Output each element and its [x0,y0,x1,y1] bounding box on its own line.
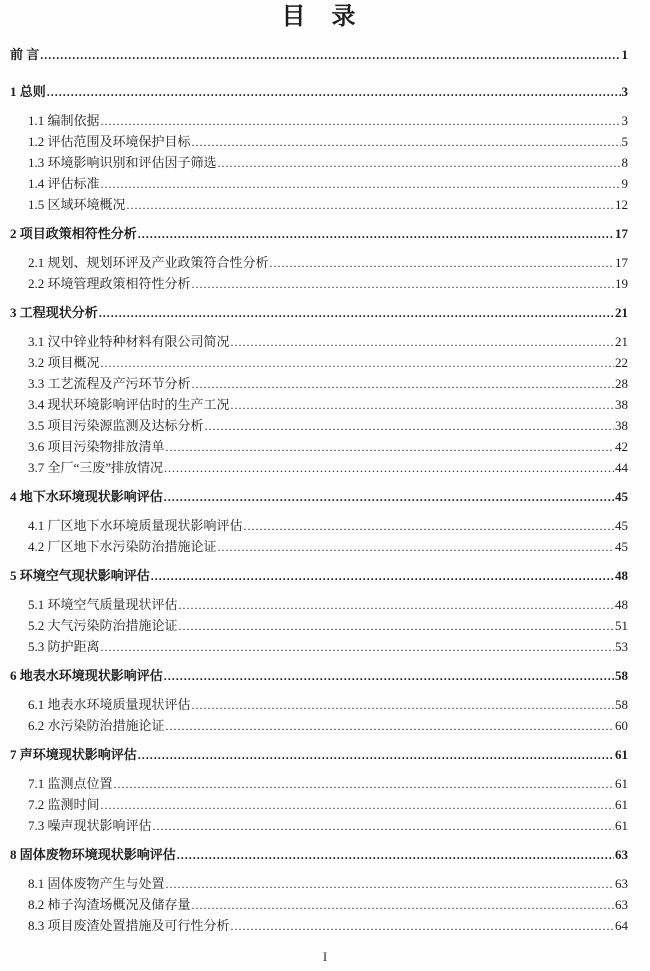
toc-entry [10,844,628,865]
toc-entry-page: 21 [615,305,628,320]
toc-entry [10,415,628,436]
toc-entry-label: 1.4 评估标准 [28,176,100,191]
toc-leader-dots [270,252,614,274]
toc-entry [10,131,628,152]
toc-leader-dots [192,694,614,716]
toc-entry [10,152,628,173]
toc-entry-page: 22 [615,355,628,370]
toc-entry-page: 3 [621,113,628,128]
toc-entry-label: 8 固体废物环境现状影响评估 [10,847,176,862]
toc-entry-label: 7.1 监测点位置 [28,776,113,791]
toc-entry [10,873,628,894]
toc-entry [10,110,628,131]
toc-entry [10,331,628,352]
toc-entry [10,273,628,294]
toc-leader-dots [138,744,614,766]
toc-entry [10,436,628,457]
toc-entry [10,252,628,273]
toc-entry [10,794,628,815]
toc-entry-label: 3.3 工艺流程及产污环节分析 [28,376,191,391]
toc-entry-label: 5.2 大气污染防治措施论证 [28,618,178,633]
toc-entry-page: 63 [615,847,628,862]
toc-leader-dots [218,536,614,558]
toc-entry [10,173,628,194]
toc-entry-label: 1 总则 [10,84,46,99]
toc-entry-label: 3.7 全厂“三废”排放情况 [28,460,164,475]
toc-entry [10,665,628,686]
toc-entry [10,915,628,936]
toc-leader-dots [218,152,621,174]
toc-entry-label: 5.3 防护距离 [28,639,100,654]
toc-leader-dots [164,486,614,508]
toc-entry-label: 3.1 汉中锌业特种材料有限公司简况 [28,334,230,349]
toc-leader-dots [164,457,614,479]
toc-entry-label: 8.2 柿子沟渣场概况及储存量 [28,897,191,912]
toc-entry-page: 60 [615,718,628,733]
toc-leader-dots [231,394,614,416]
toc-entry-page: 9 [621,176,628,191]
toc-entry-page: 61 [615,776,628,791]
toc-entry [10,715,628,736]
footer-page-number: I [322,949,328,964]
toc-entry-page: 61 [615,747,628,762]
toc-entry [10,565,628,586]
toc-entry-label: 1.1 编制依据 [28,113,100,128]
toc-leader-dots [164,665,614,687]
toc-entry-page: 64 [615,918,628,933]
toc-entry-label: 4.1 厂区地下水环境质量现状影响评估 [28,518,243,533]
toc-leader-dots [151,565,614,587]
toc-entry-page: 38 [615,397,628,412]
toc-leader-dots [231,331,614,353]
toc-entry [10,815,628,836]
toc-entry-label: 3 工程现状分析 [10,305,98,320]
toc-leader-dots [114,773,614,795]
toc-entry-label: 7 声环境现状影响评估 [10,747,137,762]
toc-entry-page: 12 [615,197,628,212]
toc-entry [10,394,628,415]
toc-entry-page: 17 [615,226,628,241]
toc-entry [10,636,628,657]
toc-leader-dots [244,515,614,537]
toc-entry-page: 28 [615,376,628,391]
toc-leader-dots [205,415,614,437]
toc-leader-dots [101,352,614,374]
toc-entry-page: 48 [615,597,628,612]
toc-entry [10,352,628,373]
toc-entry [10,536,628,557]
toc-leader-dots [179,615,614,637]
toc-entry-page: 3 [621,84,628,99]
toc-entry-page: 53 [615,639,628,654]
toc-entry-page: 44 [615,460,628,475]
toc-entry-page: 38 [615,418,628,433]
toc-leader-dots [153,815,614,837]
toc-entry-page: 1 [621,47,628,62]
toc-entry-label: 1.5 区域环境概况 [28,197,126,212]
toc-entry-page: 8 [621,155,628,170]
toc-entry-page: 58 [615,668,628,683]
toc-entry-page: 45 [615,539,628,554]
toc-entry-label: 3.5 项目污染源监测及达标分析 [28,418,204,433]
toc-entry-page: 21 [615,334,628,349]
toc-entry-label: 6.1 地表水环境质量现状评估 [28,697,191,712]
toc-leader-dots [192,373,614,395]
toc-entry-page: 48 [615,568,628,583]
toc-entry-label: 7.3 噪声现状影响评估 [28,818,152,833]
toc-entry [10,515,628,536]
toc-entry-label: 3.6 项目污染物排放清单 [28,439,165,454]
toc-leader-dots [177,844,614,866]
toc-entry-label: 前 言 [10,47,40,62]
toc-entry [10,615,628,636]
toc-entry-page: 61 [615,818,628,833]
toc-entry-label: 6.2 水污染防治措施论证 [28,718,165,733]
toc-leader-dots [101,110,621,132]
page-title: 目 录 [281,4,357,30]
toc-entry-page: 5 [621,134,628,149]
toc-leader-dots [127,194,614,216]
toc-entry [10,302,628,323]
toc-entry-label: 1.2 评估范围及环境保护目标 [28,134,191,149]
toc-entry [10,894,628,915]
toc-entry [10,81,628,102]
toc-entry-page: 19 [615,276,628,291]
toc-leader-dots [101,173,621,195]
toc-entry [10,773,628,794]
toc-entry-label: 6 地表水环境现状影响评估 [10,668,163,683]
toc-entry-label: 7.2 监测时间 [28,797,100,812]
toc-entry-page: 45 [615,489,628,504]
toc-entry-page: 42 [615,439,628,454]
toc-entry-page: 63 [615,876,628,891]
toc-leader-dots [47,81,621,103]
toc-leader-dots [40,44,620,66]
toc-entry-label: 5.1 环境空气质量现状评估 [28,597,178,612]
toc-entry [10,194,628,215]
toc-entry [10,744,628,765]
toc-entry-page: 63 [615,897,628,912]
toc-leader-dots [231,915,614,937]
toc-entry [10,486,628,507]
toc-entry-label: 3.4 现状环境影响评估时的生产工况 [28,397,230,412]
toc-list [10,36,628,936]
toc-leader-dots [179,594,614,616]
toc-leader-dots [166,873,614,895]
toc-entry-label: 3.2 项目概况 [28,355,100,370]
toc-entry [10,594,628,615]
toc-entry-label: 2.1 规划、规划环评及产业政策符合性分析 [28,255,269,270]
toc-entry-label: 4.2 厂区地下水污染防治措施论证 [28,539,217,554]
toc-entry-page: 61 [615,797,628,812]
toc-entry-label: 1.3 环境影响识别和评估因子筛选 [28,155,217,170]
toc-entry-page: 45 [615,518,628,533]
toc-entry [10,457,628,478]
toc-entry-page: 17 [615,255,628,270]
toc-leader-dots [192,131,621,153]
toc-leader-dots [101,794,614,816]
toc-entry-label: 2 项目政策相符性分析 [10,226,137,241]
toc-leader-dots [99,302,614,324]
toc-leader-dots [166,436,614,458]
toc-leader-dots [192,273,614,295]
toc-entry-label: 2.2 环境管理政策相符性分析 [28,276,191,291]
toc-entry [10,44,628,65]
toc-entry-label: 8.3 项目废渣处置措施及可行性分析 [28,918,230,933]
toc-leader-dots [101,636,614,658]
toc-entry [10,694,628,715]
toc-entry-page: 51 [615,618,628,633]
toc-entry-label: 8.1 固体废物产生与处置 [28,876,165,891]
toc-entry [10,223,628,244]
toc-entry-page: 58 [615,697,628,712]
toc-entry [10,373,628,394]
toc-entry-label: 5 环境空气现状影响评估 [10,568,150,583]
toc-leader-dots [138,223,614,245]
toc-entry-label: 4 地下水环境现状影响评估 [10,489,163,504]
toc-leader-dots [166,715,614,737]
toc-leader-dots [192,894,614,916]
